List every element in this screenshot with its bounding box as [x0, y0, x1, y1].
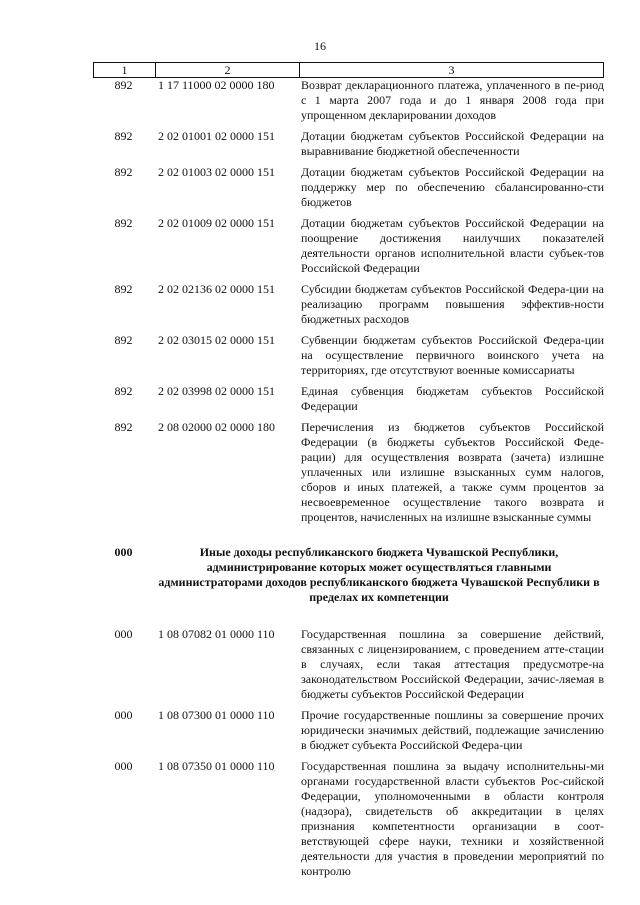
column-header-table — [93, 62, 604, 78]
revenue-description: Дотации бюджетам субъектов Российской Федерации на поощрение достижения наилучших показателей деятельности органов исполнительной власти субъек-тов Российской Федерации — [301, 216, 604, 275]
admin-code: 892 — [114, 78, 133, 92]
section-heading-row — [93, 545, 604, 605]
revenue-code: 2 02 02136 02 0000 151 — [158, 282, 275, 296]
admin-code: 892 — [114, 420, 133, 434]
revenue-description: Возврат декларационного платежа, уплаченного в пе-риод с 1 марта 2007 года и до 1 января 2008 года при упрощенном декларировании доходов — [301, 78, 604, 122]
revenue-code: 2 02 01009 02 0000 151 — [158, 216, 275, 230]
table-row — [93, 165, 604, 210]
table-row — [93, 216, 604, 276]
revenue-code: 1 08 07082 01 0000 110 — [158, 627, 275, 641]
admin-code: 000 — [114, 759, 133, 773]
page-number: 16 — [314, 39, 326, 53]
section-admin-code: 000 — [114, 545, 133, 559]
revenue-description: Субсидии бюджетам субъектов Российской Федера-ции на реализацию программ повышения эффектив-ности бюджетных расходов — [301, 282, 604, 326]
admin-code: 892 — [114, 165, 133, 179]
revenue-description: Государственная пошлина за выдачу исполнительны-ми органами государственной власти субъектов Рос-сийской Федерации, уполномоченными в области контроля (надзора), свидетельств об аккредитации в целях признания компетентности организации в соот-ветствующей сфере науки, техники и хозяйственной деятельности для участия в проведении мероприятий по контролю — [301, 759, 604, 878]
admin-code: 000 — [114, 708, 133, 722]
revenue-code: 1 17 11000 02 0000 180 — [158, 78, 275, 92]
revenue-code: 1 08 07300 01 0000 110 — [158, 708, 275, 722]
column-header-2: 2 — [156, 63, 300, 78]
revenue-description: Государственная пошлина за совершение действий, связанных с лицензированием, с проведением атте-стации в случаях, если такая аттестация предусмотре-на законодательством Российской Федерации, зачис-ляемая в бюджеты субъектов Российской Федерации — [301, 627, 604, 701]
revenue-description: Дотации бюджетам субъектов Российской Федерации на выравнивание бюджетной обеспеченности — [301, 129, 604, 158]
table-row — [93, 78, 604, 123]
table-row — [93, 333, 604, 378]
table-row — [93, 708, 604, 753]
column-header-3: 3 — [300, 63, 604, 78]
revenue-code: 1 08 07350 01 0000 110 — [158, 759, 275, 773]
admin-code: 892 — [114, 333, 133, 347]
section-title: Иные доходы республиканского бюджета Чувашской Республики, администрирование которых может осуществляться главными администраторами доходов республиканского бюджета Чувашской Республики в пределах их компетенции — [158, 545, 600, 604]
admin-code: 892 — [114, 282, 133, 296]
revenue-code: 2 02 03015 02 0000 151 — [158, 333, 275, 347]
table-row — [93, 420, 604, 525]
admin-code: 892 — [114, 129, 133, 143]
document-rows — [93, 78, 604, 885]
rows-top — [93, 78, 604, 525]
revenue-description: Перечисления из бюджетов субъектов Российской Федерации (в бюджеты субъектов Российской Феде-рации) для осуществления возврата (зачета) излишне уплаченных или излишне взысканных сумм налогов, сборов и иных платежей, а также сумм процентов за несвоевременное осуществление такого возврата и процентов, начисленных на излишне взысканные суммы — [301, 420, 604, 524]
column-header-row — [94, 63, 604, 78]
column-header-1: 1 — [94, 63, 156, 78]
admin-code: 000 — [114, 627, 133, 641]
table-row — [93, 384, 604, 414]
revenue-description: Дотации бюджетам субъектов Российской Федерации на поддержку мер по обеспечению сбалансированно-сти бюджетов — [301, 165, 604, 209]
revenue-code: 2 02 01003 02 0000 151 — [158, 165, 275, 179]
table-row — [93, 282, 604, 327]
admin-code: 892 — [114, 384, 133, 398]
revenue-code: 2 02 03998 02 0000 151 — [158, 384, 275, 398]
revenue-description: Субвенции бюджетам субъектов Российской Федера-ции на осуществление первичного воинского учета на территориях, где отсутствуют военные комиссариаты — [301, 333, 604, 377]
rows-bottom — [93, 627, 604, 879]
table-row — [93, 129, 604, 159]
table-row — [93, 627, 604, 702]
revenue-code: 2 02 01001 02 0000 151 — [158, 129, 275, 143]
revenue-description: Прочие государственные пошлины за совершение прочих юридически значимых действий, подлежащие зачислению в бюджет субъекта Российской Федера-ции — [301, 708, 604, 752]
revenue-code: 2 08 02000 02 0000 180 — [158, 420, 275, 434]
table-row — [93, 759, 604, 879]
admin-code: 892 — [114, 216, 133, 230]
revenue-description: Единая субвенция бюджетам субъектов Российской Федерации — [301, 384, 604, 413]
